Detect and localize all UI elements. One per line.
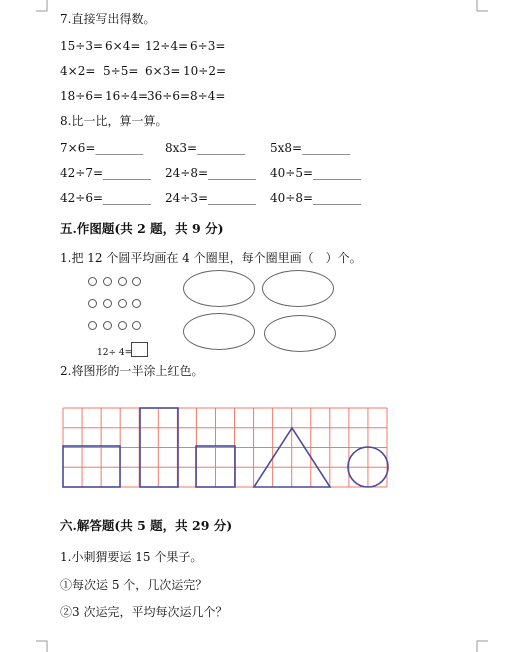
section6-heading: 六.解答题(共 5 题，共 29 分) [60,518,233,533]
q7-problem: 6÷3= [190,39,226,53]
grid-lines [63,408,387,487]
section6-sub2: ②3 次运完，平均每次运几个？ [60,605,228,619]
q8-problem: 40÷8=________ [270,191,362,205]
q7-problem: 36÷6= [147,89,191,103]
q7-problem: 12÷4= [145,39,189,53]
q7-problem: 18÷6= [60,89,104,103]
q8-problem: 24÷3=________ [165,191,257,205]
division-equation: 12÷ 4= [97,348,133,358]
q7-problem: 16÷4= [105,89,149,103]
section5-q1-text: 1.把 12 个圆平均画在 4 个圈里，每个圈里画（ ）个。 [60,251,362,265]
section6-sub1: ①每次运 5 个，几次运完？ [60,578,208,592]
q7-problem: 4×2= [60,64,96,78]
q8-problem: 42÷7=________ [60,166,152,180]
q7-problem: 10÷2= [183,64,227,78]
square-shape [63,446,120,487]
q7-problem: 5÷5= [103,64,139,78]
q7-problem: 15÷3= [60,39,104,53]
section5-q2-text: 2.将图形的一半涂上红色。 [60,364,204,378]
q8-title: 8.比一比，算一算。 [60,114,168,128]
q8-problem: 8x3=________ [165,141,246,155]
q7-problem: 6×3= [145,64,181,78]
q8-problem: 24÷8=________ [165,166,257,180]
q7-problem: 8÷4= [190,89,226,103]
section6-q1-text: 1.小刺猬要运 15 个果子。 [60,550,203,564]
q8-problem: 5x8=________ [270,141,351,155]
q8-problem: 7×6=________ [60,141,144,155]
q8-problem: 42÷6=________ [60,191,152,205]
section5-heading: 五.作图题(共 2 题，共 9 分) [60,221,224,236]
q7-title: 7.直接写出得数。 [60,12,156,26]
q7-problem: 6×4= [105,39,141,53]
q8-problem: 40÷5=________ [270,166,362,180]
